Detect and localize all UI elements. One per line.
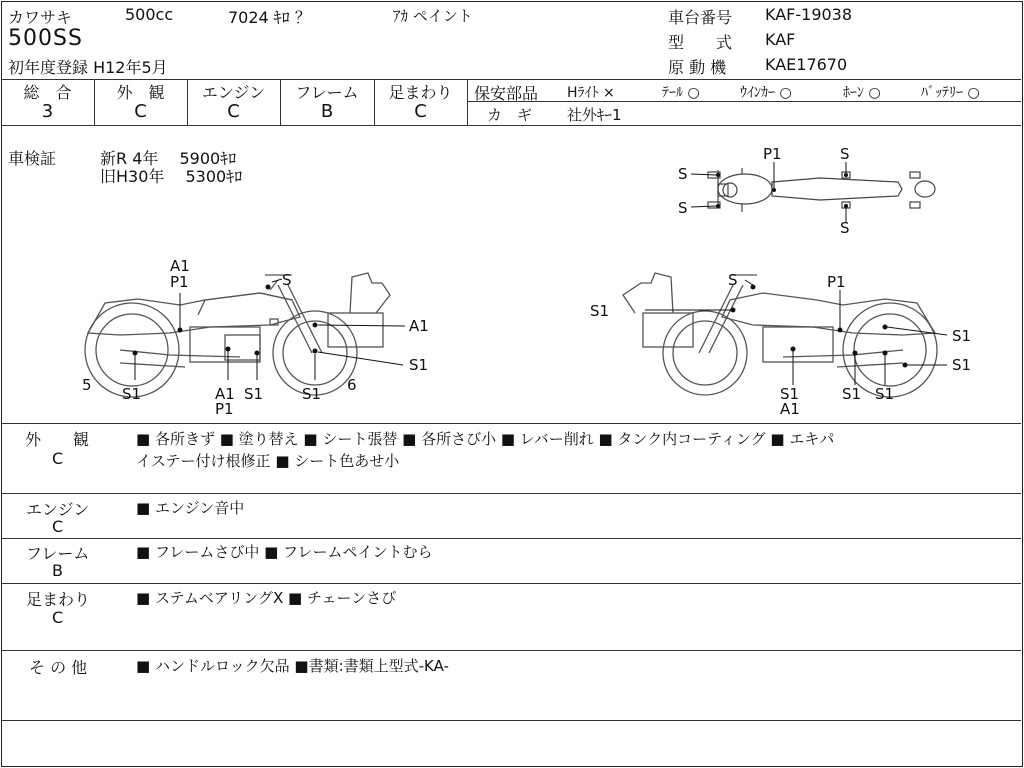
mark-top-s3: S	[678, 199, 688, 217]
frame-no: KAF-19038	[765, 5, 853, 24]
mark-left-p1-b: P1	[215, 400, 234, 418]
remark-label: エンジン	[26, 500, 90, 519]
mark-right-s1-e: S1	[842, 385, 862, 403]
remark-line: ■ ハンドルロック欠品 ■書類:書類上型式-KA-	[136, 657, 449, 675]
remark-label: 足まわり	[26, 590, 91, 609]
displacement: 500cc	[125, 5, 174, 24]
mark-left-s1-c: S1	[244, 385, 264, 403]
mark-left-a1: A1	[170, 257, 190, 275]
safety-tail: ﾃｰﾙ ○	[662, 85, 700, 101]
grade-label-engine: エンジン	[201, 83, 266, 102]
divider	[1, 720, 1021, 721]
remark-line: ■ ステムベアリングX ■ チェーンさび	[136, 589, 397, 607]
remark-line: イステー付け根修正 ■ シート色あせ小	[136, 452, 400, 470]
mark-right-s: S	[728, 271, 738, 289]
top-view-diagram	[670, 140, 960, 240]
mark-top-s2: S	[678, 165, 688, 183]
mark-top-s1: S	[840, 145, 850, 163]
grade-frame: B	[320, 101, 334, 122]
mark-right-s1-b: S1	[952, 327, 972, 345]
remark-line: ■ エンジン音中	[136, 499, 245, 517]
left-view-diagram	[60, 255, 460, 420]
remark-label: フレーム	[26, 544, 90, 563]
inspection-old: 旧H30年 5300ｷﾛ	[100, 167, 243, 186]
grade-engine: C	[227, 101, 240, 122]
remark-label: 外 観	[25, 430, 90, 449]
mark-right-s1-d: S1	[780, 385, 800, 403]
mark-left-5: 5	[82, 376, 92, 394]
grade-exterior: C	[134, 101, 147, 122]
right-view-diagram	[585, 255, 985, 420]
remark-grade: C	[52, 517, 64, 536]
remark-line: ■ フレームさび中 ■ フレームペイントむら	[136, 543, 433, 561]
type-value: KAF	[765, 30, 796, 49]
remark-grade: C	[52, 608, 64, 627]
key-label: カ ギ	[487, 106, 533, 124]
divider	[1, 125, 1021, 126]
safety-label: 保安部品	[474, 84, 539, 103]
first-registration: 初年度登録 H12年5月	[8, 58, 168, 77]
model-name: 500SS	[8, 26, 83, 51]
grade-label-suspension: 足まわり	[388, 83, 453, 102]
divider	[1, 583, 1021, 584]
color: ｱｶ ペイント	[393, 7, 473, 25]
grade-overall: 3	[41, 101, 54, 122]
mileage: 7024 ｷﾛ ？	[228, 8, 311, 27]
engine-no: KAE17670	[765, 55, 848, 74]
remark-label: そ の 他	[29, 658, 88, 677]
mark-right-s1-c: S1	[952, 356, 972, 374]
mark-left-p1: P1	[170, 273, 189, 291]
divider	[1, 423, 1021, 424]
safety-battery: ﾊﾞｯﾃﾘｰ ○	[921, 85, 980, 101]
grade-label-overall: 総 合	[23, 83, 72, 102]
remark-grade: B	[52, 561, 63, 580]
inspection-new: 新R 4年 5900ｷﾛ	[100, 149, 237, 168]
safety-horn: ﾎｰﾝ ○	[843, 85, 881, 101]
safety-headlight: Hﾗｲﾄ ×	[567, 85, 615, 101]
divider	[1, 650, 1021, 651]
mark-top-s4: S	[840, 219, 850, 237]
mark-top-p1: P1	[763, 145, 782, 163]
inspection-label: 車検証	[8, 149, 57, 168]
divider	[1, 538, 1021, 539]
key-value: 社外ｷｰ1	[567, 106, 622, 124]
grade-label-frame: フレーム	[295, 83, 359, 102]
type-label: 型 式	[668, 33, 733, 52]
frame-no-label: 車台番号	[668, 8, 733, 27]
divider	[1, 493, 1021, 494]
mark-left-s1-a: S1	[409, 356, 429, 374]
grade-label-exterior: 外 観	[116, 83, 165, 102]
mark-left-6: 6	[347, 376, 357, 394]
mark-right-p1: P1	[827, 273, 846, 291]
mark-right-s1-a: S1	[590, 302, 610, 320]
grade-suspension: C	[414, 101, 427, 122]
mark-left-a1-b: A1	[409, 317, 429, 335]
mark-right-a1: A1	[780, 400, 800, 418]
mark-right-s1-f: S1	[875, 385, 895, 403]
mark-left-s: S	[282, 271, 292, 289]
maker: カワサキ	[8, 8, 73, 27]
mark-left-s1-d: S1	[302, 385, 322, 403]
remark-line: ■ 各所きず ■ 塗り替え ■ シート張替 ■ 各所さび小 ■ レバー削れ ■ タンク内コーティング ■ エキパ	[136, 430, 835, 448]
safety-winker: ｳｲﾝｶｰ ○	[740, 85, 792, 101]
divider	[467, 79, 468, 125]
engine-no-label: 原 動 機	[668, 58, 727, 77]
mark-left-s1-b: S1	[122, 385, 142, 403]
mark-left-a1-c: A1	[215, 385, 235, 403]
remark-grade: C	[52, 449, 64, 468]
